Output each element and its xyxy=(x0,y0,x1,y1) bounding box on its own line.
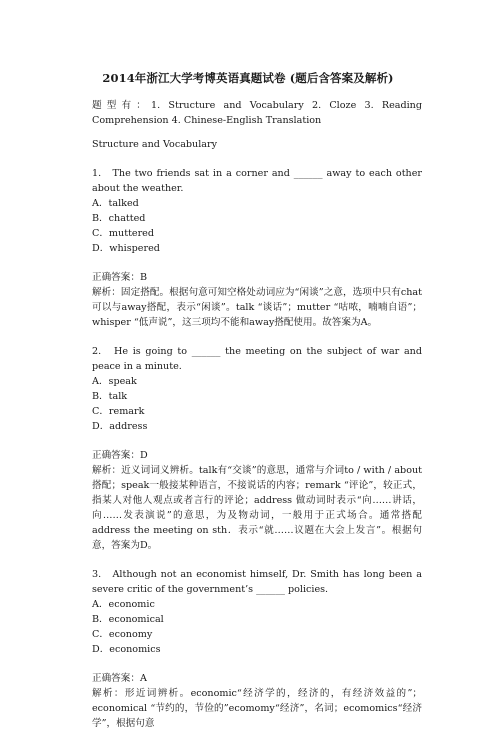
question-stem: 3. Although not an economist himself, Dr. Smith has long been a severe critic of the government’s ______ policies. xyxy=(92,569,422,595)
correct-answer: 正确答案：D xyxy=(92,450,148,461)
question-item xyxy=(92,166,422,330)
questions-section xyxy=(92,137,422,731)
option-b: B．economical xyxy=(92,614,164,625)
question-stem: 2. He is going to ______ the meeting on the subject of war and peace in a minute. xyxy=(92,346,422,372)
option-d: D．whispered xyxy=(92,243,160,254)
explanation: 解析：形近词辨析。economic“经济学的，经济的，有经济效益的”；economical “节约的，节俭的”ecomomy“经济”，名词；ecomomics“经济学”，根据句意 xyxy=(92,688,422,729)
explanation: 解析：固定搭配。根据句意可知空格处动词应为“闲谈”之意，选项中只有chat可以与away搭配，表示“闲谈”。talk “谈话”；mutter “咕哝，喃喃自语”；whisper “低声说”，这三项均不能和away搭配使用。故答案为A。 xyxy=(92,287,422,328)
document-title: 2014年浙江大学考博英语真题试卷 (题后含答案及解析) xyxy=(102,71,394,85)
explanation: 解析：近义词词义辨析。talk有“交谈”的意思，通常与介词to / with / about搭配；speak一般接某种语言，不接说话的内容；remark “评论”，较正式，指某人对他人观点或者言行的评论；address 做动词时表示“向……讲话，向……发表演说”的意思，为及物动词，一般用于正式场合。通常搭配address the meeting on sth．表示“就……议题在大会上发言”。根据句意，答案为D。 xyxy=(92,465,422,551)
question-types-intro: 题型有：1. Structure and Vocabulary 2. Cloze 3. Reading Comprehension 4. Chinese-English Translation xyxy=(92,100,422,126)
option-c: C．muttered xyxy=(92,228,155,239)
option-c: C．remark xyxy=(92,406,145,417)
option-b: B．chatted xyxy=(92,213,146,224)
section-title: Structure and Vocabulary xyxy=(92,139,218,150)
question-item xyxy=(92,567,422,731)
question-stem: 1. The two friends sat in a corner and ______ away to each other about the weather. xyxy=(92,168,422,194)
correct-answer: 正确答案：B xyxy=(92,272,148,283)
option-d: D．address xyxy=(92,421,148,432)
option-a: A．economic xyxy=(92,599,155,610)
option-c: C．economy xyxy=(92,629,153,640)
option-b: B．talk xyxy=(92,391,128,402)
option-a: A．talked xyxy=(92,198,139,209)
question-item xyxy=(92,344,422,553)
correct-answer: 正确答案：A xyxy=(92,673,147,684)
option-d: D．economics xyxy=(92,644,161,655)
option-a: A．speak xyxy=(92,376,137,387)
